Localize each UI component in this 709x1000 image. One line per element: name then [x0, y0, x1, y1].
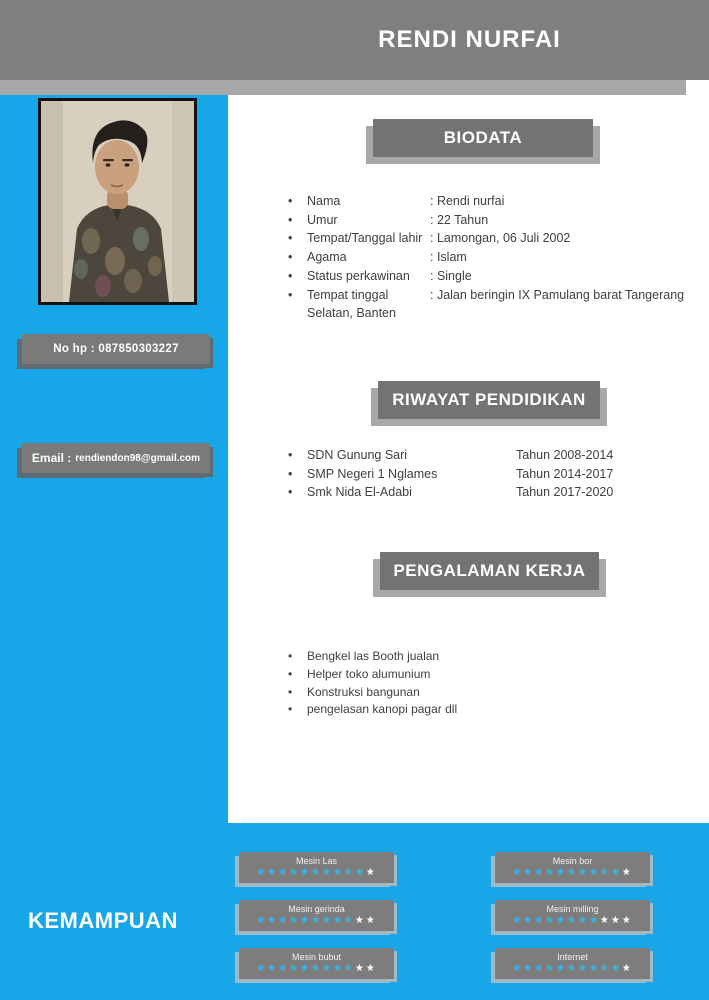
star-icon: ★ [300, 915, 312, 926]
star-icon: ★ [278, 915, 290, 926]
star-icon: ★ [354, 963, 366, 974]
profile-photo-illustration [41, 101, 194, 302]
skill-rating [256, 963, 377, 975]
skill-name: Mesin Las [295, 856, 338, 866]
skill-name: Mesin milling [546, 904, 599, 914]
star-icon: ★ [588, 867, 600, 878]
star-icon: ★ [256, 867, 268, 878]
email-address: rendiendon98@gmail.com [75, 452, 201, 464]
skill-rating [512, 867, 633, 879]
star-icon: ★ [267, 915, 279, 926]
star-icon: ★ [588, 963, 600, 974]
header-shadow-strip [0, 80, 686, 95]
star-icon: ★ [300, 963, 312, 974]
biodata-item-label: Status perkawinan [307, 268, 410, 283]
star-icon: ★ [567, 867, 578, 878]
star-icon: ★ [332, 915, 344, 926]
biodata-item [288, 229, 693, 248]
star-icon: ★ [610, 963, 622, 974]
star-icon: ★ [545, 915, 557, 926]
star-icon: ★ [256, 963, 268, 974]
education-years: Tahun 2014-2017 [516, 466, 614, 481]
star-icon: ★ [365, 963, 377, 974]
star-icon: ★ [311, 963, 322, 974]
biodata-item [288, 267, 693, 286]
skill-name: Internet [557, 952, 588, 962]
star-icon: ★ [289, 915, 301, 926]
skill-box [495, 900, 650, 931]
email-box [22, 443, 210, 473]
phone-number: No hp : 087850303227 [53, 343, 179, 355]
biodata-item-value: : Jalan beringin IX Pamulang barat Tangerang Selatan, Banten [307, 287, 685, 321]
education-years: Tahun 2017-2020 [516, 485, 614, 500]
star-icon: ★ [321, 915, 333, 926]
star-icon: ★ [278, 963, 290, 974]
biodata-item-value: : Lamongan, 06 Juli 2002 [430, 231, 571, 246]
biodata-item-value: : Single [430, 268, 472, 283]
star-icon: ★ [365, 915, 377, 926]
profile-photo [38, 98, 197, 305]
star-icon: ★ [256, 915, 268, 926]
star-icon: ★ [621, 867, 633, 878]
star-icon: ★ [343, 915, 355, 926]
star-icon: ★ [610, 867, 622, 878]
biodata-item-label: Umur [307, 212, 338, 227]
education-item [288, 483, 638, 502]
education-item [288, 446, 638, 465]
education-section-title: RIWAYAT PENDIDIKAN [378, 381, 600, 419]
biodata-item-label: Agama [307, 250, 347, 265]
star-icon: ★ [577, 867, 589, 878]
star-icon: ★ [599, 915, 611, 926]
biodata-item-value: : Islam [430, 250, 467, 265]
star-icon: ★ [534, 915, 546, 926]
skill-name: Mesin gerinda [288, 904, 345, 914]
skill-box [239, 948, 394, 979]
star-icon: ★ [534, 963, 546, 974]
star-icon: ★ [311, 915, 322, 926]
star-icon: ★ [577, 915, 589, 926]
star-icon: ★ [556, 963, 568, 974]
experience-item: • Konstruksi bangunan [288, 684, 668, 702]
star-icon: ★ [332, 867, 344, 878]
skill-rating [256, 867, 377, 879]
star-icon: ★ [321, 867, 333, 878]
star-icon: ★ [621, 963, 633, 974]
star-icon: ★ [343, 963, 355, 974]
biodata-item [288, 192, 693, 211]
experience-list [288, 648, 668, 719]
skill-box [495, 852, 650, 883]
experience-item: • Bengkel las Booth jualan [288, 648, 668, 666]
education-school: • SDN Gunung Sari [307, 448, 408, 462]
star-icon: ★ [289, 867, 301, 878]
star-icon: ★ [610, 915, 622, 926]
star-icon: ★ [567, 963, 578, 974]
star-icon: ★ [278, 867, 290, 878]
star-icon: ★ [523, 963, 535, 974]
education-item [288, 465, 638, 484]
star-icon: ★ [599, 867, 611, 878]
skill-box [239, 852, 394, 883]
biodata-list [288, 192, 693, 323]
header-bar [0, 0, 709, 80]
biodata-item [288, 211, 693, 230]
education-list [288, 446, 638, 502]
biodata-item-value: : Rendi nurfai [430, 194, 505, 208]
star-icon: ★ [577, 963, 589, 974]
star-icon: ★ [311, 867, 322, 878]
education-school: • SMP Negeri 1 Nglames [307, 466, 438, 481]
star-icon: ★ [545, 963, 557, 974]
star-icon: ★ [599, 963, 611, 974]
star-icon: ★ [300, 867, 312, 878]
star-icon: ★ [267, 867, 279, 878]
biodata-item-label: Nama [307, 194, 341, 208]
skill-rating [512, 963, 633, 975]
experience-item: • Helper toko alumunium [288, 666, 668, 684]
biodata-item-label: Tempat tinggal [307, 287, 389, 302]
star-icon: ★ [545, 867, 557, 878]
star-icon: ★ [354, 867, 366, 878]
skill-rating [256, 915, 377, 927]
biodata-item [288, 248, 693, 267]
biodata-item-label: Tempat/Tanggal lahir [307, 231, 423, 246]
star-icon: ★ [512, 867, 524, 878]
star-icon: ★ [556, 867, 568, 878]
star-icon: ★ [512, 915, 524, 926]
star-icon: ★ [289, 963, 301, 974]
education-years: Tahun 2008-2014 [516, 448, 614, 462]
skill-rating [512, 915, 633, 927]
star-icon: ★ [332, 963, 344, 974]
biodata-section-title: BIODATA [373, 119, 593, 157]
star-icon: ★ [343, 867, 355, 878]
star-icon: ★ [621, 915, 633, 926]
star-icon: ★ [512, 963, 524, 974]
star-icon: ★ [556, 915, 568, 926]
star-icon: ★ [567, 915, 578, 926]
star-icon: ★ [354, 915, 366, 926]
star-icon: ★ [267, 963, 279, 974]
experience-item: • pengelasan kanopi pagar dll [288, 701, 668, 719]
biodata-item [288, 286, 693, 323]
star-icon: ★ [523, 867, 535, 878]
skill-box [495, 948, 650, 979]
star-icon: ★ [523, 915, 535, 926]
skill-name: Mesin bor [552, 856, 593, 866]
star-icon: ★ [588, 915, 600, 926]
star-icon: ★ [365, 867, 377, 878]
education-school: • Smk Nida El-Adabi [307, 485, 412, 500]
experience-section-title: PENGALAMAN KERJA [380, 552, 599, 590]
star-icon: ★ [321, 963, 333, 974]
skill-box [239, 900, 394, 931]
phone-box [22, 334, 210, 364]
star-icon: ★ [534, 867, 546, 878]
skill-name: Mesin bubut [291, 952, 342, 962]
skills-section-title: KEMAMPUAN [28, 908, 178, 933]
email-label: Email : [31, 451, 72, 465]
page-title: RENDI NURFAI [378, 26, 561, 53]
biodata-item-value: : 22 Tahun [430, 212, 489, 227]
